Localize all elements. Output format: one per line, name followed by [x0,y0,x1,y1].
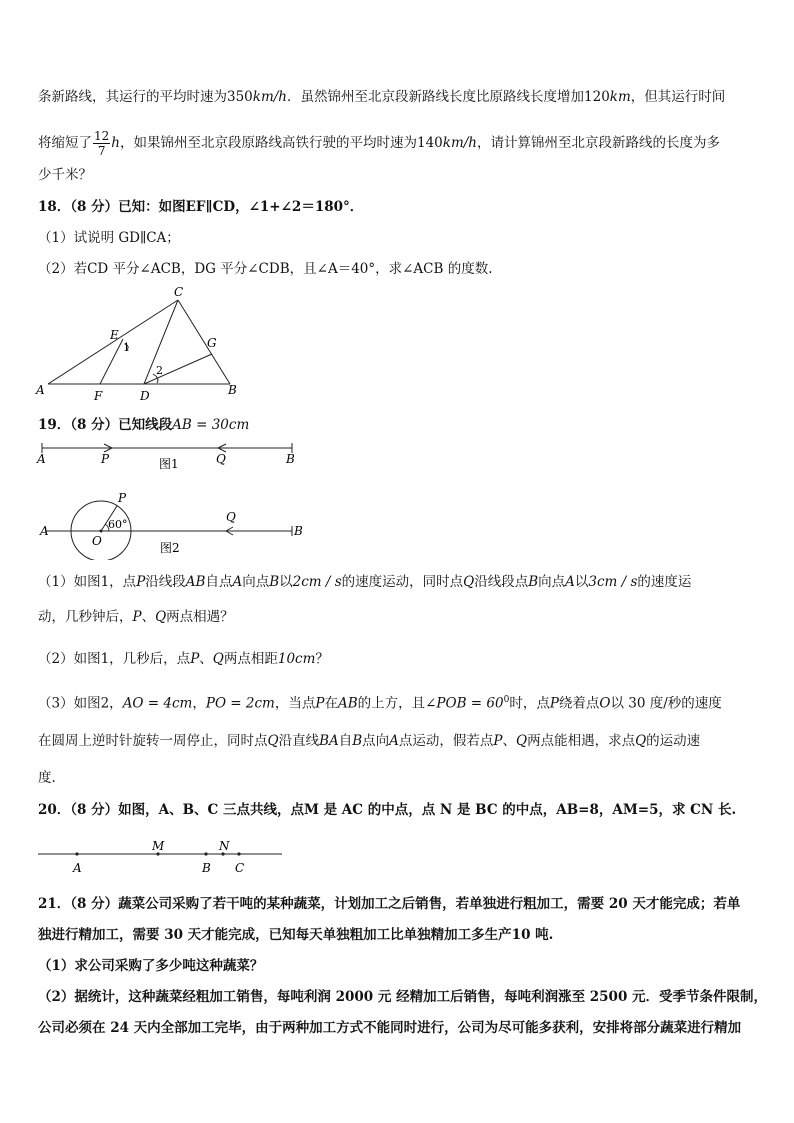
q20-label-A: A [73,861,82,875]
p17-line-1: 条新路线，其运行的平均时速为350km/h．虽然锦州至北京段新路线长度比原路线长度增加120km，但其运行时间 [38,89,726,105]
label-C: C [174,285,184,299]
label-B: B [228,383,237,397]
q21-subq-2-line-1: （2）据统计，这种蔬菜经粗加工销售，每吨利润 2000 元 经精加工后销售，每吨利润涨至 2500 元．受季节条件限制， [38,989,768,1005]
q19-subq-3-line-3: 度. [38,770,56,786]
q21-subq-2-line-2: 公司必须在 24 天内全部加工完毕，由于两种加工方式不能同时进行，公司为尽可能多获利，安排将部分蔬菜进行精加 [38,1020,742,1036]
q20-line-figure [30,838,290,878]
fig2-label-A: A [40,524,49,538]
q19-heading: 19．（8 分）已知线段AB = 30cm [38,417,250,433]
fig2-label-P: P [118,491,127,505]
q18-subq-2: （2）若CD 平分∠ACB，DG 平分∠CDB，且∠A＝40°，求∠ACB 的度数. [38,261,493,277]
q21-subq-1: （1）求公司采购了多少吨这种蔬菜？ [38,958,264,974]
label-1: 1 [123,341,130,354]
fig1-label-B: B [286,452,295,466]
p17-line-3: 少千米？ [38,167,92,183]
q20-label-N: N [219,839,230,853]
q21-line-2: 独进行精加工，需要 30 天才能完成，已知每天单独粗加工比单独精加工多生产10 吨. [38,927,554,943]
q20-label-M: M [152,839,165,853]
q20-label-B: B [202,861,211,875]
label-2: 2 [156,364,163,377]
fig1-caption: 图1 [159,457,179,471]
q18-heading: 18．（8 分）已知：如图EF∥CD，∠1+∠2＝180°． [38,199,364,215]
fig2-label-O: O [92,534,102,548]
q19-subq-3-line-1: （3）如图2，AO = 4cm，PO = 2cm，当点P在AB的上方，且∠POB = $60^0$时，点P绕着点O以 30 度/秒的速度 [38,695,722,712]
q19-subq-1-line-1: （1）如图1，点P沿线段AB自点A向点B以2cm / s的速度运动，同时点Q沿线段点B向点A以3cm / s的速度运 [38,574,692,590]
fig2-label-B: B [294,524,303,538]
fig1-label-A: A [37,452,46,466]
fig1-label-P: P [101,452,110,466]
q19-subq-1-line-2: 动，几秒钟后，P、Q两点相遇？ [38,609,234,625]
q18-subq-1: （1）试说明 GD∥CA； [38,230,180,246]
fig2-caption: 图2 [160,541,180,555]
fraction-12-7: $\frac{12}{7}$ [94,129,110,158]
q19-figure-1 [30,438,310,478]
q20-text: 20．（8 分）如图，A、B、C 三点共线，点M 是 AC 的中点，点 N 是 BC 的中点，AB=8，AM=5，求 CN 长. [38,802,737,818]
label-G: G [207,336,217,350]
q19-subq-2: （2）如图1，几秒后，点P、Q两点相距10cm？ [38,651,329,667]
fig1-label-Q: Q [216,452,226,466]
label-E: E [110,328,119,342]
q19-subq-3-line-2: 在圆周上逆时针旋转一周停止，同时点Q沿直线BA自B点向A点运动，假若点P、Q两点能相遇，求点Q的运动速 [38,733,701,749]
q18-triangle-figure [30,282,260,404]
q19-figure-2 [30,488,315,560]
label-A: A [36,383,45,397]
q21-line-1: 21．（8 分）蔬菜公司采购了若干吨的某种蔬菜，计划加工之后销售，若单独进行粗加工，需要 20 天才能完成；若单 [38,896,741,912]
fig2-angle-label: 60° [108,518,128,531]
p17-line-2: 将缩短了 $\frac{12}{7}$ h，如果锦州至北京段原路线高铁行驶的平均时速为140km/h，请计算锦州至北京段新路线的长度为多 [38,129,720,158]
fig2-label-Q: Q [226,510,236,524]
q20-label-C: C [235,861,245,875]
label-F: F [94,389,103,403]
label-D: D [140,389,150,403]
